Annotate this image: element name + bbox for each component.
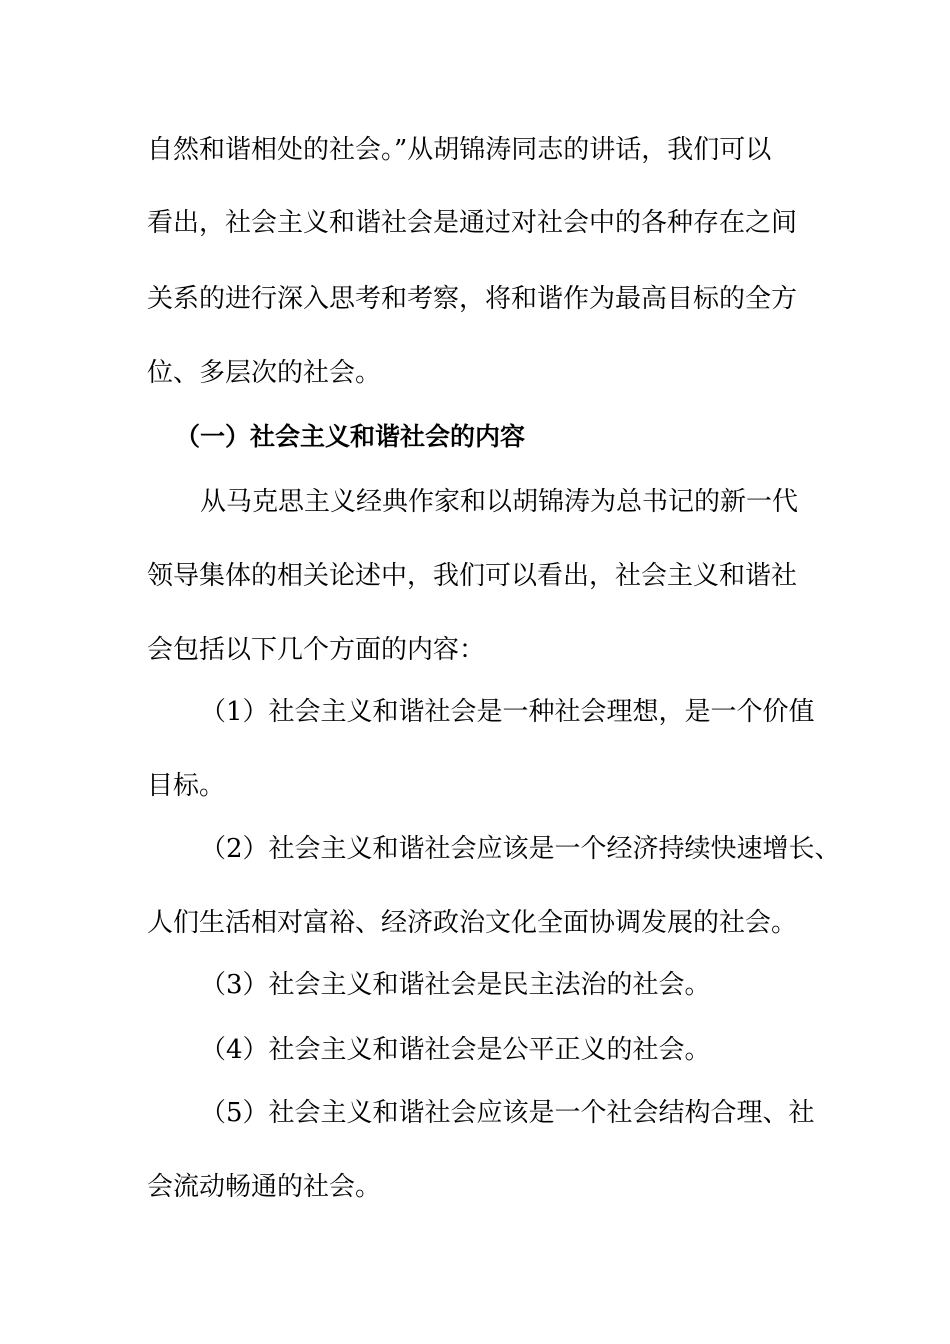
list-item-2-continuation: 人们生活相对富裕、经济政治文化全面协调发展的社会。 xyxy=(147,908,798,938)
paragraph-line: 领导集体的相关论述中，我们可以看出，社会主义和谐社 xyxy=(147,561,798,591)
section-heading: （一）社会主义和谐社会的内容 xyxy=(175,422,526,451)
list-item-3: （3）社会主义和谐社会是民主法治的社会。 xyxy=(200,970,711,1000)
list-item-4: （4）社会主义和谐社会是公平正义的社会。 xyxy=(200,1035,711,1065)
paragraph-line: 从马克思主义经典作家和以胡锦涛为总书记的新一代 xyxy=(200,487,799,517)
list-item-1-continuation: 目标。 xyxy=(147,771,226,801)
list-item-5-continuation: 会流动畅通的社会。 xyxy=(147,1172,382,1202)
paragraph-line: 位、多层次的社会。 xyxy=(147,358,382,388)
paragraph-line: 会包括以下几个方面的内容： xyxy=(147,635,486,665)
paragraph-line: 看出，社会主义和谐社会是通过对社会中的各种存在之间 xyxy=(147,208,798,238)
paragraph-line: 关系的进行深入思考和考察，将和谐作为最高目标的全方 xyxy=(147,284,798,314)
list-item-1: （1）社会主义和谐社会是一种社会理想，是一个价值 xyxy=(200,697,815,727)
list-item-5: （5）社会主义和谐社会应该是一个社会结构合理、社 xyxy=(200,1098,815,1128)
list-item-2: （2）社会主义和谐社会应该是一个经济持续快速增长、 xyxy=(200,834,841,864)
paragraph-line: 自然和谐相处的社会。”从胡锦涛同志的讲话，我们可以 xyxy=(147,135,772,165)
